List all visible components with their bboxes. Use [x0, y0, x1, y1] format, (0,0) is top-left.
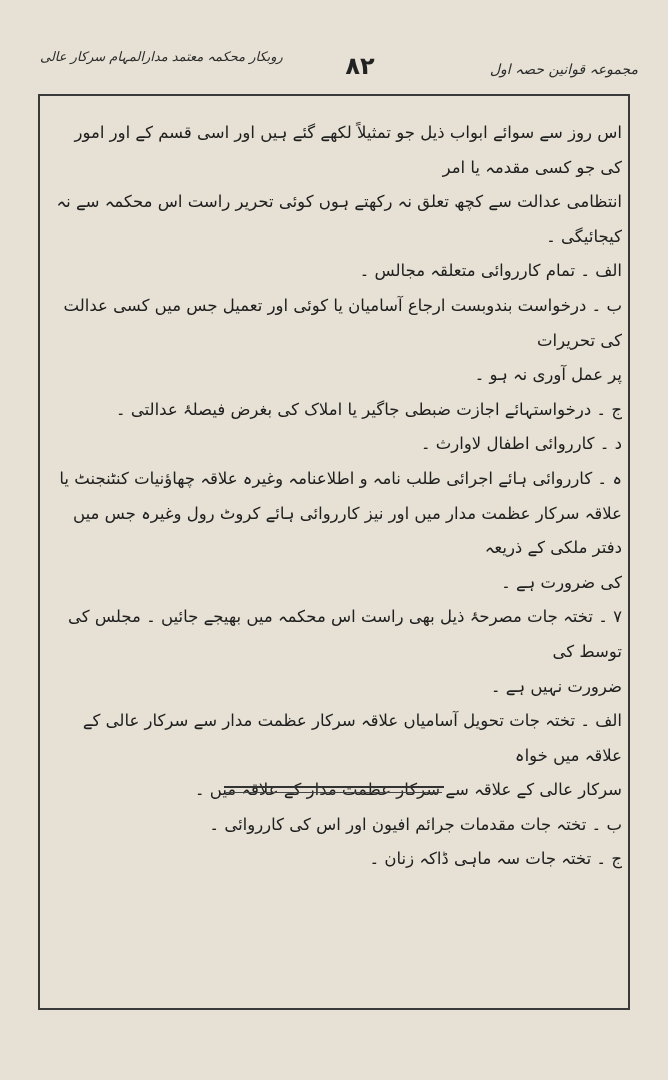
page-number: ۸۲	[345, 52, 375, 80]
end-rule	[224, 786, 444, 788]
text-line: علاقہ سرکار عظمت مدار میں اور نیز کارروائی ہائے کروٹ رول وغیرہ جس میں دفتر ملکی کے ذریعہ	[73, 503, 622, 558]
clause-jeem: ج ۔ درخواستہائے اجازت ضبطی جاگیر یا املاک کی بغرض فیصلۂ عدالتی ۔	[115, 399, 622, 419]
text-line: کی ضرورت ہے ۔	[501, 572, 622, 592]
text-line: ضرورت نہیں ہے ۔	[490, 676, 622, 696]
clause-alif-2: الف ۔ تختہ جات تحویل آسامیاں علاقہ سرکار عظمت مدار سے سرکار عالی کے علاقہ میں خواہ	[82, 711, 622, 765]
section-title: روبکار محکمہ معتمد مدارالمہام سرکار عالی	[40, 50, 283, 65]
clause-dal: د ۔ کارروائی اطفال لاوارث ۔	[420, 434, 622, 454]
text-line: انتظامی عدالت سے کچھ تعلق نہ رکھتے ہوں کوئی تحریر راست اس محکمہ سے نہ کیجائیگی ۔	[56, 192, 622, 246]
clause-jeem-2: ج ۔ تختہ جات سہ ماہی ڈاکہ زنان ۔	[369, 849, 622, 869]
text-line: اس روز سے سوائے ابواب ذیل جو تمثیلاً لکھے گئے ہیں اور اسی قسم کے اور امور کی جو کسی مقدمہ یا امر	[74, 123, 622, 177]
text-line: پر عمل آوری نہ ہو ۔	[474, 365, 622, 385]
end-rule-thin	[226, 792, 442, 793]
text-line: سرکار عالی کے علاقہ سے سرکار عظمت مدار کے علاقہ میں ۔	[194, 780, 622, 800]
clause-be: ب ۔ درخواست بندوبست ارجاع آسامیان یا کوئی اور تعمیل جس میں کسی عدالت کی تحریرات	[63, 295, 622, 350]
book-title: مجموعہ قوانین حصہ اول	[489, 62, 638, 78]
page-header	[30, 42, 638, 82]
clause-be-2: ب ۔ تختہ جات مقدمات جرائم افیون اور اس کی کارروائی ۔	[209, 814, 622, 834]
body-text	[48, 116, 622, 877]
section-7: ۷ ۔ تختہ جات مصرحۂ ذیل بھی راست اس محکمہ میں بھیجے جائیں ۔ مجلس کی توسط کی	[68, 607, 622, 661]
clause-alif: الف ۔ تمام کارروائی متعلقہ مجالس ۔	[359, 261, 622, 281]
clause-he: ہ ۔ کارروائی ہائے اجرائی طلب نامہ و اطلاعنامہ وغیرہ علاقہ چھاؤنیات کنٹنجنٹ یا	[59, 468, 622, 488]
